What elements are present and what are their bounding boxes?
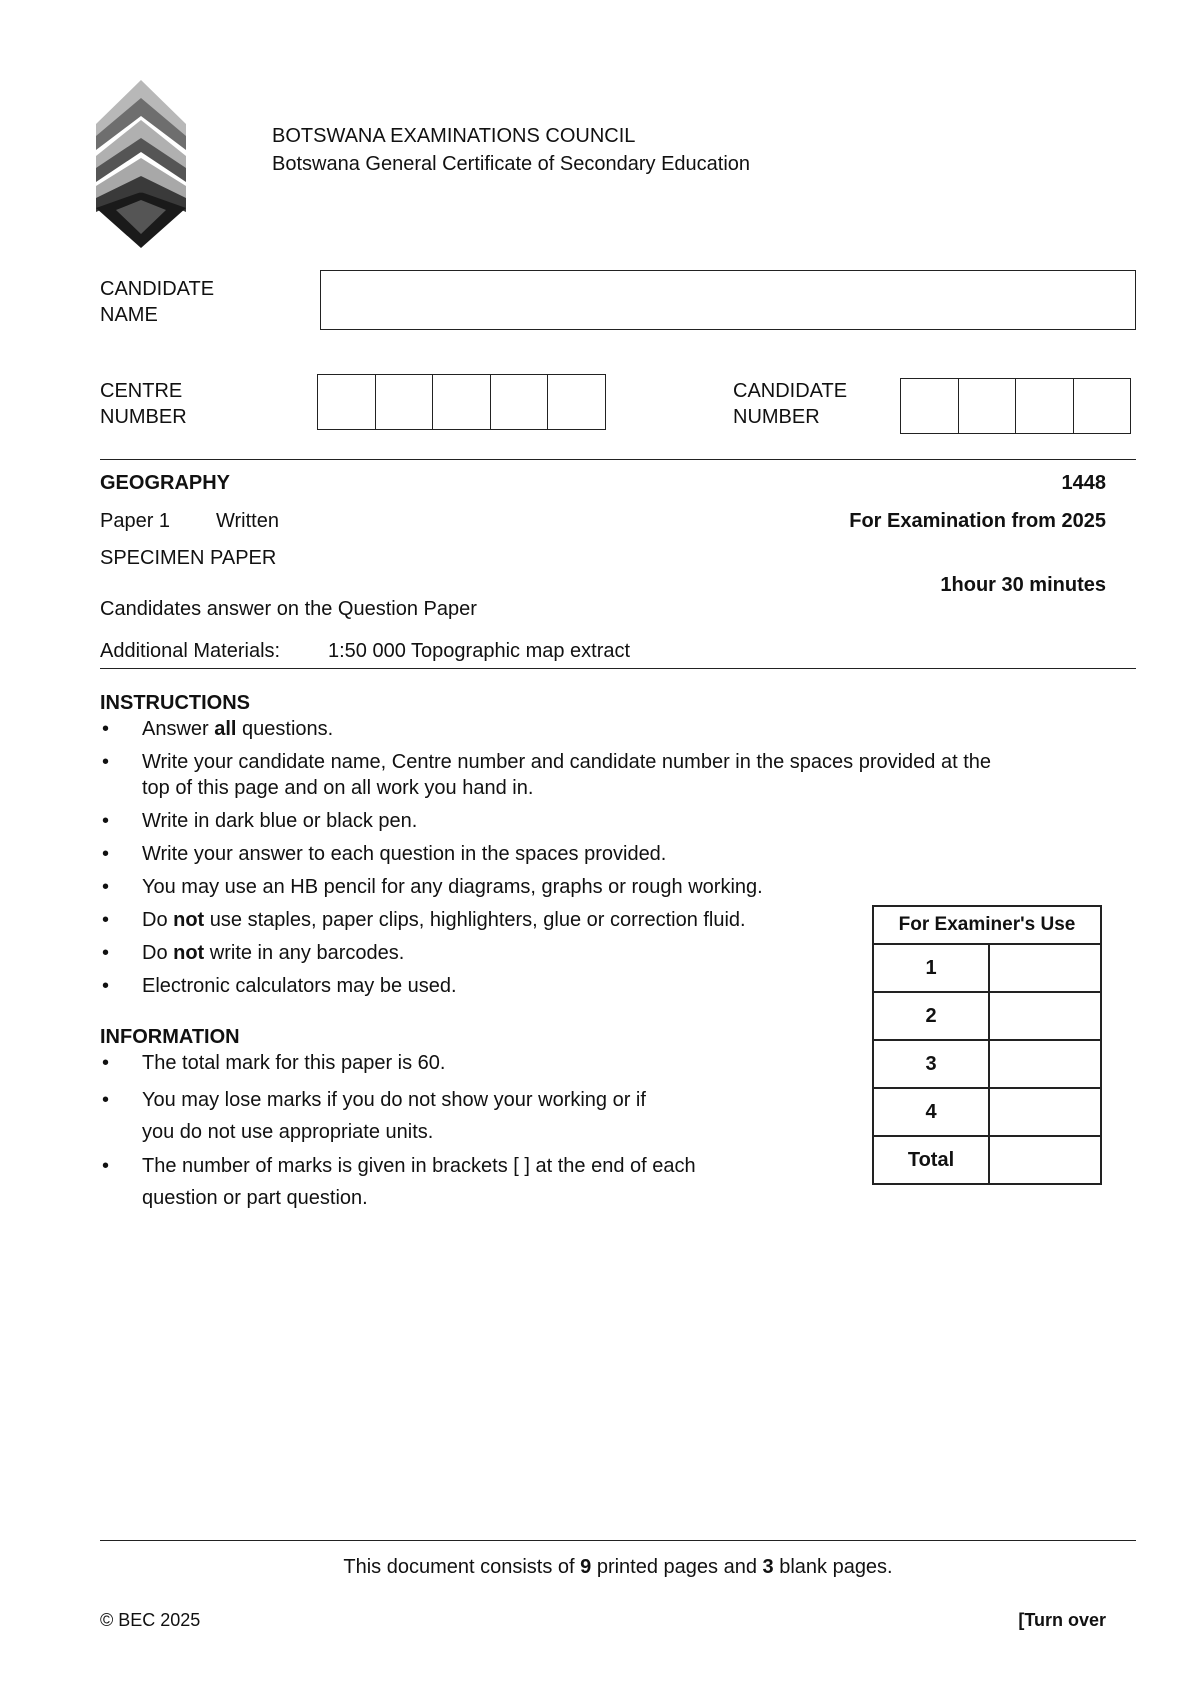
specimen-label: SPECIMEN PAPER xyxy=(100,547,277,569)
total-mark-cell[interactable] xyxy=(989,1136,1101,1184)
instructions-heading: INSTRUCTIONS xyxy=(100,692,250,714)
examiners-use-heading: For Examiner's Use xyxy=(873,906,1101,944)
list-item: • You may use an HB pencil for any diagrams, graphs or rough working. xyxy=(100,874,1140,900)
candidate-number-cell[interactable] xyxy=(1016,379,1074,433)
list-item: • Electronic calculators may be used. xyxy=(100,973,1140,999)
question-number: 4 xyxy=(873,1088,989,1136)
org-header xyxy=(272,122,750,178)
list-item: • Write in dark blue or black pen. xyxy=(100,808,1140,834)
list-item: • Do not use staples, paper clips, highlighters, glue or correction fluid. xyxy=(100,907,1140,933)
exam-from: For Examination from 2025 xyxy=(849,510,1106,532)
org-name: BOTSWANA EXAMINATIONS COUNCIL xyxy=(272,125,636,147)
candidate-name-label-line2: NAME xyxy=(100,304,158,326)
materials-label: Additional Materials: xyxy=(100,640,281,662)
centre-number-label-line1: CENTRE xyxy=(100,380,183,402)
bec-chevron-logo-icon xyxy=(86,80,196,248)
list-item: • Do not write in any barcodes. xyxy=(100,940,1140,966)
list-item: • Write your answer to each question in the spaces provided. xyxy=(100,841,1140,867)
centre-number-cell[interactable] xyxy=(433,375,491,429)
candidate-number-label-line2: NUMBER xyxy=(733,406,820,428)
information-list xyxy=(100,1050,820,1214)
copyright: © BEC 2025 xyxy=(100,1610,201,1630)
table-row xyxy=(873,1040,1101,1088)
candidate-number-cell[interactable] xyxy=(901,379,959,433)
question-number: 1 xyxy=(873,944,989,992)
mark-cell[interactable] xyxy=(989,1088,1101,1136)
candidate-number-label-line1: CANDIDATE xyxy=(733,380,848,402)
centre-number-label-line2: NUMBER xyxy=(100,406,187,428)
table-row xyxy=(873,1136,1101,1184)
candidate-number-cell[interactable] xyxy=(959,379,1017,433)
information-heading: INFORMATION xyxy=(100,1026,240,1048)
paper-type: Written xyxy=(216,510,279,532)
mark-cell[interactable] xyxy=(989,1040,1101,1088)
list-item: • The total mark for this paper is 60. xyxy=(100,1050,820,1076)
centre-number-cell[interactable] xyxy=(548,375,605,429)
paper-label: Paper 1 xyxy=(100,510,171,532)
list-item: • You may lose marks if you do not show your working or if you do not use appropriate units. xyxy=(100,1084,820,1148)
mark-cell[interactable] xyxy=(989,992,1101,1040)
centre-number-field[interactable] xyxy=(317,374,606,430)
turn-over: [Turn over xyxy=(1018,1610,1106,1630)
centre-number-label xyxy=(100,378,187,430)
examiners-use-table xyxy=(872,905,1102,1185)
list-item: • Answer all questions. xyxy=(100,716,1140,742)
candidate-number-label xyxy=(733,378,847,430)
answer-note: Candidates answer on the Question Paper xyxy=(100,598,477,620)
divider-middle xyxy=(100,668,1136,669)
divider-footer xyxy=(100,1540,1136,1541)
candidate-name-field[interactable] xyxy=(320,270,1136,330)
duration: 1hour 30 minutes xyxy=(940,574,1106,596)
question-number: 2 xyxy=(873,992,989,1040)
centre-number-cell[interactable] xyxy=(376,375,434,429)
information-section xyxy=(100,1024,820,1221)
subject-title: GEOGRAPHY xyxy=(100,472,231,494)
total-label: Total xyxy=(873,1136,989,1184)
divider-top xyxy=(100,459,1136,460)
table-row xyxy=(873,992,1101,1040)
candidate-name-label xyxy=(100,276,214,328)
mark-cell[interactable] xyxy=(989,944,1101,992)
materials-value: 1:50 000 Topographic map extract xyxy=(328,640,631,662)
candidate-name-label-line1: CANDIDATE xyxy=(100,278,215,300)
page-count-note: This document consists of 9 printed pages and 3 blank pages. xyxy=(343,1556,893,1578)
centre-number-cell[interactable] xyxy=(491,375,549,429)
list-item: • The number of marks is given in brackets [ ] at the end of each question or part question. xyxy=(100,1150,820,1214)
candidate-number-field[interactable] xyxy=(900,378,1131,434)
certificate-title: Botswana General Certificate of Secondary Education xyxy=(272,153,751,175)
centre-number-cell[interactable] xyxy=(318,375,376,429)
candidate-number-cell[interactable] xyxy=(1074,379,1131,433)
paper-code: 1448 xyxy=(1061,472,1106,494)
table-row xyxy=(873,1088,1101,1136)
table-row xyxy=(873,944,1101,992)
question-number: 3 xyxy=(873,1040,989,1088)
list-item: • Write your candidate name, Centre number and candidate number in the spaces provided at the top of this page and on all work you hand in. xyxy=(100,749,1140,801)
